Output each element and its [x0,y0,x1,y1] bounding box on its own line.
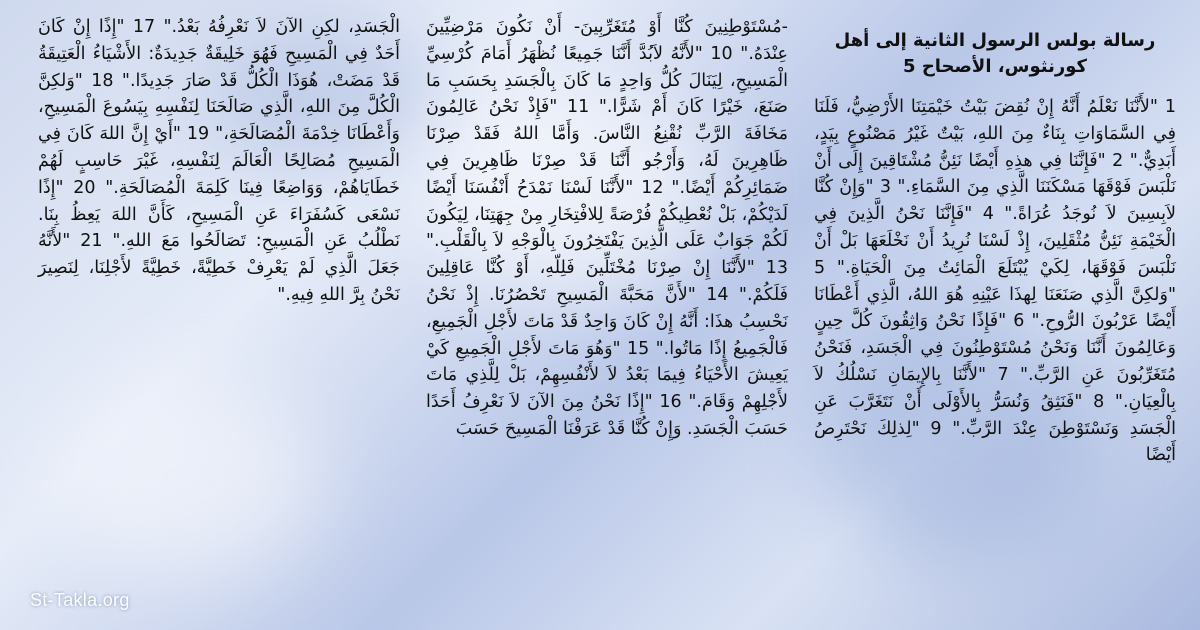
site-watermark: St-Takla.org [30,590,130,610]
column-body [420,10,794,443]
verses-9-16: -مُسْتَوْطِنِينَ كُنَّا أَوْ مُتَغَرِّبِينَ- أَنْ نَكُونَ مَرْضِيِّينَ عِنْدَهُ." 10 "لأَنَّهُ لاَبُدَّ أَنَّنَا جَمِيعًا نُظْهَرُ أَمَامَ كُرْسِيِّ الْمَسِيحِ، لِيَنَالَ كُلُّ وَاحِدٍ مَا كَانَ بِالْجَسَدِ بِحَسَبِ مَا صَنَعَ، خَيْرًا كَانَ أَمْ شَرًّا." 11 "فَإِذْ نَحْنُ عَالِمُونَ مَخَافَةَ الرَّبِّ نُقْنِعُ النَّاسَ. وَأَمَّا اللهُ فَقَدْ صِرْنَا ظَاهِرِينَ لَهُ، وَأَرْجُو أَنَّنَا قَدْ صِرْنَا ظَاهِرِينَ فِي ضَمَائِرِكُمْ أَيْضًا." 12 "لأَنَّنَا لَسْنَا نَمْدَحُ أَنْفُسَنَا أَيْضًا لَدَيْكُمْ، بَلْ نُعْطِيكُمْ فُرْصَةً لِلافْتِخَارِ مِنْ جِهَتِنَا، لِيَكُونَ لَكُمْ جَوَابٌ عَلَى الَّذِينَ يَفْتَخِرُونَ بِالْوَجْهِ لاَ بِالْقَلْبِ." 13 "لأَنَّنَا إِنْ صِرْنَا مُخْتَلِّينَ فَلِلّهِ، أَوْ كُنَّا عَاقِلِينَ فَلَكُمْ." 14 "لأَنَّ مَحَبَّةَ الْمَسِيحِ تَحْصُرُنَا. إِذْ نَحْنُ نَحْسِبُ هذَا: أَنَّهُ إِنْ كَانَ وَاحِدٌ قَدْ مَاتَ لأَجْلِ الْجَمِيعِ، فَالْجَمِيعُ إِذًا مَاتُوا." 15 "وَهُوَ مَاتَ لأَجْلِ الْجَمِيعِ كَيْ يَعِيشَ الأَحْيَاءُ فِيمَا بَعْدُ لاَ لأَنْفُسِهِمْ، بَلْ لِلَّذِي مَاتَ لأَجْلِهِمْ وَقَامَ." 16 "إِذًا نَحْنُ مِنَ الآنَ لاَ نَعْرِفُ أَحَدًا حَسَبَ الْجَسَدِ. وَإِنْ كُنَّا قَدْ عَرَفْنَا الْمَسِيحَ حَسَبَ [426,17,788,439]
text-column-middle [420,10,794,620]
verses-1-9: 1 "لأَنَّنَا نَعْلَمُ أَنَّهُ إِنْ نُقِضَ بَيْتُ خَيْمَتِنَا الأَرْضِيُّ، فَلَنَا فِي السَّمَاوَاتِ بِنَاءٌ مِنَ اللهِ، بَيْتٌ غَيْرُ مَصْنُوعٍ بِيَدٍ، أَبَدِيٌّ." 2 "فَإِنَّنَا فِي هذِهِ أَيْضًا نَئِنُّ مُشْتَاقِينَ إِلَى أَنْ نَلْبَسَ فَوْقَهَا مَسْكَنَنَا الَّذِي مِنَ السَّمَاءِ." 3 "وَإِنْ كُنَّا لاَبِسِينَ لاَ نُوجَدُ عُرَاةً." 4 "فَإِنَّنَا نَحْنُ الَّذِينَ فِي الْخَيْمَةِ نَئِنُّ مُثْقَلِينَ، إِذْ لَسْنَا نُرِيدُ أَنْ نَخْلَعَهَا بَلْ أَنْ نَلْبَسَ فَوْقَهَا، لِكَيْ يُبْتَلَعَ الْمَائِتُ مِنَ الْحَيَاةِ." 5 "وَلكِنَّ الَّذِي صَنَعَنَا لِهذَا عَيْنِهِ هُوَ اللهُ، الَّذِي أَعْطَانَا أَيْضًا عَرْبُونَ الرُّوحِ." 6 "فَإِذًا نَحْنُ وَاثِقُونَ كُلَّ حِينٍ وَعَالِمُونَ أَنَّنَا وَنَحْنُ مُسْتَوْطِنُونَ فِي الْجَسَدِ، فَنَحْنُ مُتَغَرِّبُونَ عَنِ الرَّبِّ." 7 "لأَنَّنَا بِالإِيمَانِ نَسْلُكُ لاَ بِالْعِيَانِ." 8 "فَنَثِقُ وَنُسَرُّ بِالأَوْلَى أَنْ نَتَغَرَّبَ عَنِ الْجَسَدِ وَنَسْتَوْطِنَ عِنْدَ الرَّبِّ." 9 "لِذلِكَ نَحْتَرِصُ أَيْضًا [814,97,1177,466]
column-body [808,94,1182,469]
verses-16-21: الْجَسَدِ، لكِنِ الآنَ لاَ نَعْرِفُهُ بَعْدُ." 17 "إِذًا إِنْ كَانَ أَحَدٌ فِي الْمَسِيحِ فَهُوَ خَلِيقَةٌ جَدِيدَةٌ: الأَشْيَاءُ الْعَتِيقَةُ قَدْ مَضَتْ، هُوَذَا الْكُلُّ قَدْ صَارَ جَدِيدًا." 18 "وَلكِنَّ الْكُلَّ مِنَ اللهِ، الَّذِي صَالَحَنَا لِنَفْسِهِ بِيَسُوعَ الْمَسِيحِ، وَأَعْطَانَا خِدْمَةَ الْمُصَالَحَةِ،" 19 "أَيْ إِنَّ اللهَ كَانَ فِي الْمَسِيحِ مُصَالِحًا الْعَالَمَ لِنَفْسِهِ، غَيْرَ حَاسِبٍ لَهُمْ خَطَايَاهُمْ، وَوَاضِعًا فِينَا كَلِمَةَ الْمُصَالَحَةِ." 20 "إِذًا نَسْعَى كَسُفَرَاءَ عَنِ الْمَسِيحِ، كَأَنَّ اللهَ يَعِظُ بِنَا. نَطْلُبُ عَنِ الْمَسِيحِ: تَصَالَحُوا مَعَ اللهِ." 21 "لأَنَّهُ جَعَلَ الَّذِي لَمْ يَعْرِفْ خَطِيَّةً، خَطِيَّةً لأَجْلِنَا، لِنَصِيرَ نَحْنُ بِرَّ اللهِ فِيهِ." [38,17,401,305]
scripture-page [18,10,1182,620]
column-body [32,10,406,309]
chapter-title: رسالة بولس الرسول الثانية إلى أهل كورنثوس، الأصحاح 5 [834,30,1156,77]
text-column-right [808,10,1182,620]
text-column-left [32,10,406,620]
